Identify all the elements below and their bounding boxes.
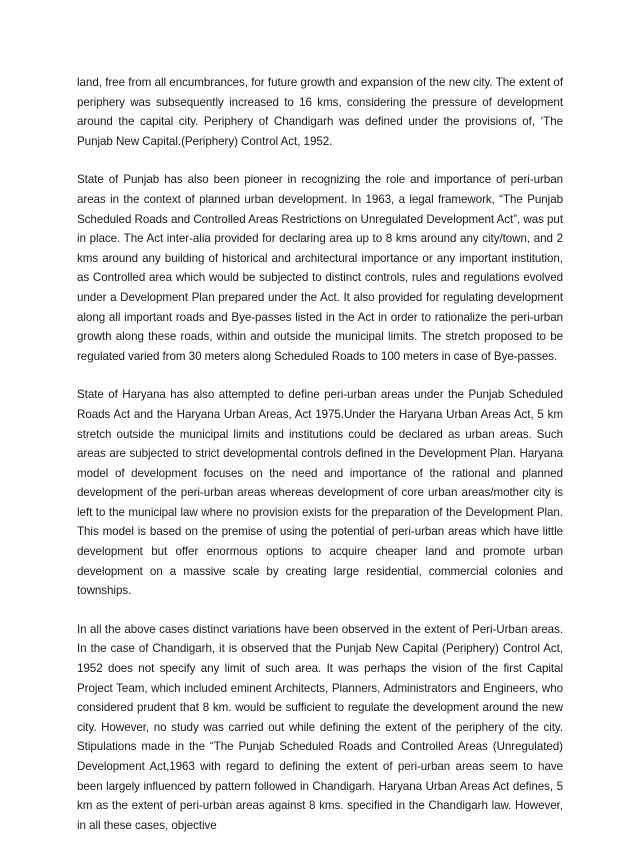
paragraph-variations: In all the above cases distinct variations have been observed in the extent of Peri-Urban areas. In the case of Chandigarh, it is observed that the Punjab New Capital (Periphery) Control Act, 1952 does not specify any limit of such area. It was perhaps the vision of the first Capital Project Team, which included eminent Architects, Planners, Administrators and Engineers, who considered prudent that 8 km. would be sufficient to regulate the development around the new city. However, no study was carried out while defining the extent of the periphery of the city. Stipulations made in the “The Punjab Scheduled Roads and Controlled Areas (Unregulated) Development Act,1963 with regard to defining the extent of peri-urban areas seem to have been largely influenced by pattern followed in Chandigarh. Haryana Urban Areas Act defines, 5 km as the extent of peri-urban areas against 8 kms. specified in the Chandigarh law. However, in all these cases, objective [77, 622, 563, 832]
paragraph-periphery-definition: land, free from all encumbrances, for future growth and expansion of the new city. The extent of periphery was subsequently increased to 16 kms, considering the pressure of development around the capital city. Periphery of Chandigarh was defined under the provisions of, ‘The Punjab New Capital.(Periphery) Control Act, 1952. [77, 76, 563, 148]
paragraph-haryana-model: State of Haryana has also attempted to define peri-urban areas under the Punjab Scheduled Roads Act and the Haryana Urban Areas, Act 1975.Under the Haryana Urban Areas Act, 5 km stretch outside the municipal limits and institutions could be declared as urban areas. Such areas are subjected to strict developmental controls defined in the Development Plan. Haryana model of development focuses on the need and importance of the rational and planned development of the peri-urban areas whereas development of core urban areas/mother city is left to the municipal law where no provision exists for the preparation of the Development Plan. This model is based on the premise of using the potential of peri-urban areas which have little development but offer enormous options to acquire cheaper land and promote urban development on a massive scale by creating large residential, commercial colonies and townships. [77, 388, 563, 598]
paragraph-punjab-framework: State of Punjab has also been pioneer in recognizing the role and importance of peri-urban areas in the context of planned urban development. In 1963, a legal framework, “The Punjab Scheduled Roads and Controlled Areas Restrictions on Unregulated Development Act”, was put in place. The Act inter-alia provided for declaring area up to 8 kms around any city/town, and 2 kms around any building of historical and architectural importance or any important institution, as Controlled area which would be subjected to distinct controls, rules and regulations evolved under a Development Plan prepared under the Act. It also provided for regulating development along all important roads and Bye-passes listed in the Act in order to rationalize the peri-urban growth along these roads, within and outside the municipal limits. The stretch proposed to be regulated varied from 30 meters along Scheduled Roads to 100 meters in case of Bye-passes. [77, 173, 563, 363]
document-body [77, 73, 563, 854]
